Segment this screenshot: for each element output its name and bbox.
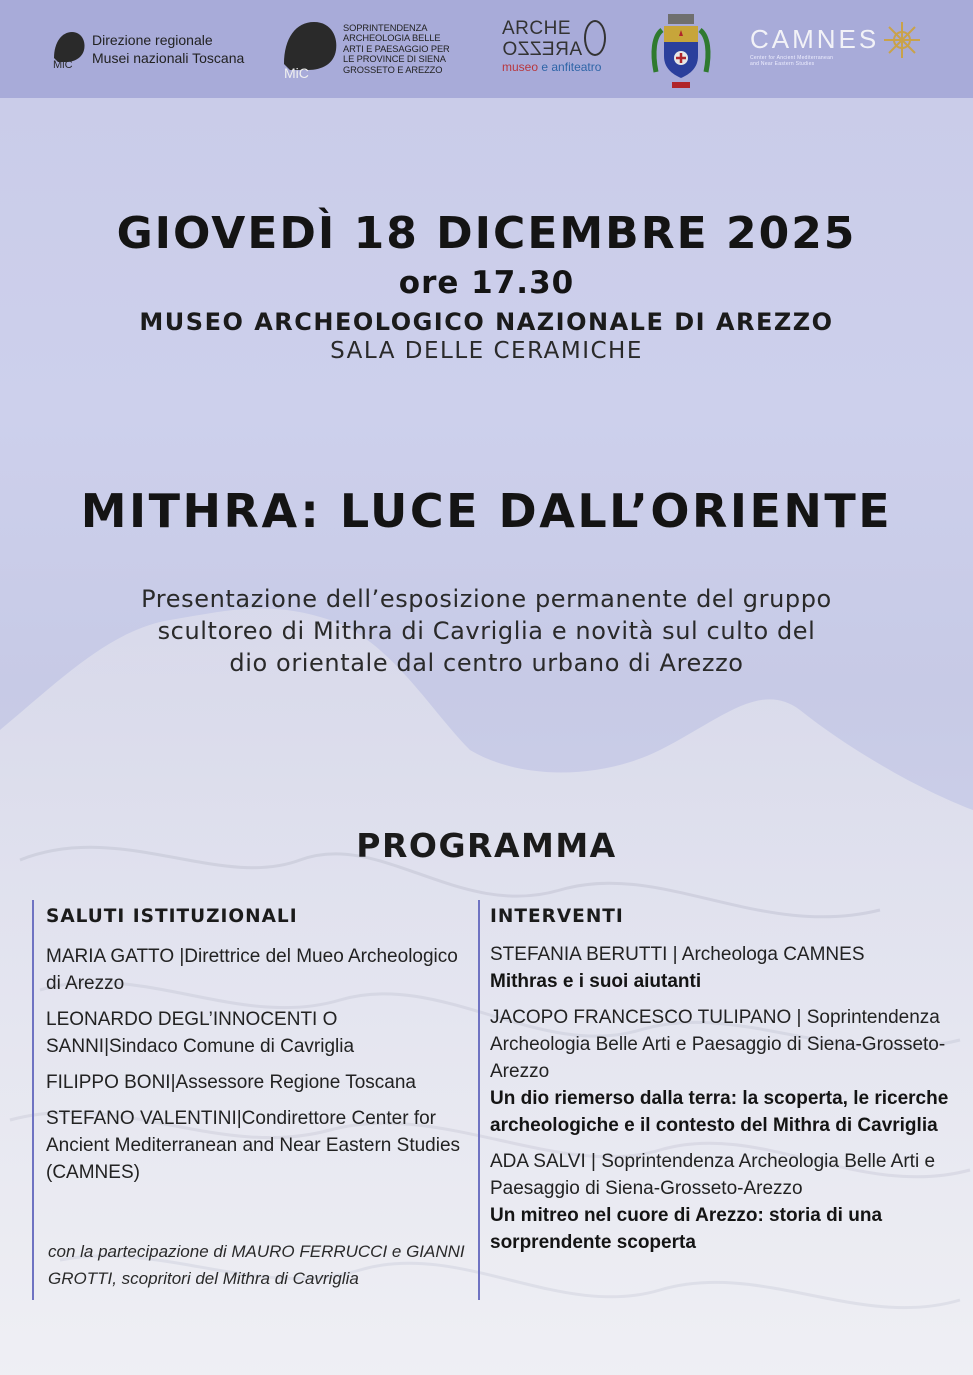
saluti-column xyxy=(32,900,472,1300)
archeo-top: ARCHE xyxy=(502,18,572,39)
lead-line3: dio orientale dal centro urbano di Arezzo xyxy=(229,649,744,677)
event-room: SALA DELLE CERAMICHE xyxy=(330,338,643,364)
event-lead xyxy=(90,583,883,679)
lead-line1: Presentazione dell’esposizione permanente del gruppo xyxy=(141,585,832,613)
programma-heading: PROGRAMMA xyxy=(356,826,617,865)
sop-line1: SOPRINTENDENZA xyxy=(343,22,428,33)
saluti-heading: SALUTI ISTITUZIONALI xyxy=(46,906,298,927)
sop-line3: ARTI E PAESAGGIO PER xyxy=(343,43,450,54)
intervento-entry xyxy=(490,1148,958,1256)
interventi-column xyxy=(478,900,958,1300)
mic-mark: MiC xyxy=(284,65,309,80)
header-logo-band xyxy=(0,0,973,98)
participation-note: con la partecipazione di MAURO FERRUCCI e GIANNI GROTTI, scopritori del Mithra di Cavriglia xyxy=(48,1242,465,1288)
intervento-talk: Un mitreo nel cuore di Arezzo: storia di una sorprendente scoperta xyxy=(490,1205,883,1253)
saluti-entry: FILIPPO BONI|Assessore Regione Toscana xyxy=(46,1072,416,1093)
logo-soprintendenza xyxy=(280,18,450,80)
saluti-entry: LEONARDO DEGL’INNOCENTI O SANNI|Sindaco Comune di Cavriglia xyxy=(46,1009,355,1057)
interventi-heading: INTERVENTI xyxy=(490,906,624,927)
drm-line1: Direzione regionale xyxy=(92,32,213,48)
saluti-entry: MARIA GATTO |Direttrice del Mueo Archeologico di Arezzo xyxy=(46,946,458,994)
sop-line5: GROSSETO E AREZZO xyxy=(343,64,443,75)
camnes-name: CAMNES xyxy=(750,24,880,54)
event-date: GIOVEDÌ 18 DICEMBRE 2025 xyxy=(116,208,857,259)
intervento-talk: Un dio riemerso dalla terra: la scoperta, le ricerche archeologiche e il contesto del Mithra di Cavriglia xyxy=(490,1088,949,1136)
logo-camnes xyxy=(750,24,879,67)
camnes-star-icon xyxy=(882,20,922,60)
camnes-sub1: Center for Ancient Mediterranean xyxy=(750,55,834,61)
sop-line4: LE PROVINCE DI SIENA xyxy=(343,54,446,65)
intervento-speaker: STEFANIA BERUTTI | Archeologa CAMNES xyxy=(490,944,865,965)
mic-mark: MiC xyxy=(53,59,73,70)
event-time: ore 17.30 xyxy=(398,265,575,301)
archeo-tag-b: e anfiteatro xyxy=(541,60,602,74)
logo-archeo-arezzo xyxy=(502,18,612,74)
sop-line2: ARCHEOLOGIA BELLE xyxy=(343,33,441,44)
event-venue: MUSEO ARCHEOLOGICO NAZIONALE DI AREZZO xyxy=(139,308,834,336)
intervento-speaker: JACOPO FRANCESCO TULIPANO | Soprintendenza Archeologia Belle Arti e Paesaggio di Siena-Grosseto-Arezzo xyxy=(490,1007,946,1082)
archeo-ring-icon xyxy=(584,20,606,56)
archeo-bottom-mirrored: AREZZO xyxy=(502,39,583,60)
intervento-entry xyxy=(490,941,958,995)
event-title: MITHRA: LUCE DALL’ORIENTE xyxy=(80,484,893,538)
mic-emblem-icon xyxy=(280,18,342,80)
mic-emblem-icon xyxy=(50,28,88,70)
municipal-crest-icon xyxy=(650,12,712,90)
lead-line2: scultoreo di Mithra di Cavriglia e novità sul culto del xyxy=(157,617,816,645)
archeo-tag-a: museo xyxy=(502,60,539,74)
intervento-entry xyxy=(490,1004,958,1139)
saluti-entry: STEFANO VALENTINI|Condirettore Center for Ancient Mediterranean and Near Eastern Studies (CAMNES) xyxy=(46,1108,461,1183)
drm-line2: Musei nazionali Toscana xyxy=(92,50,245,66)
intervento-speaker: ADA SALVI | Soprintendenza Archeologia Belle Arti e Paesaggio di Siena-Grosseto-Arezzo xyxy=(490,1151,936,1199)
logo-direzione-regionale xyxy=(50,28,244,70)
intervento-talk: Mithras e i suoi aiutanti xyxy=(490,971,702,992)
camnes-sub2: and Near Eastern Studies xyxy=(750,61,815,67)
